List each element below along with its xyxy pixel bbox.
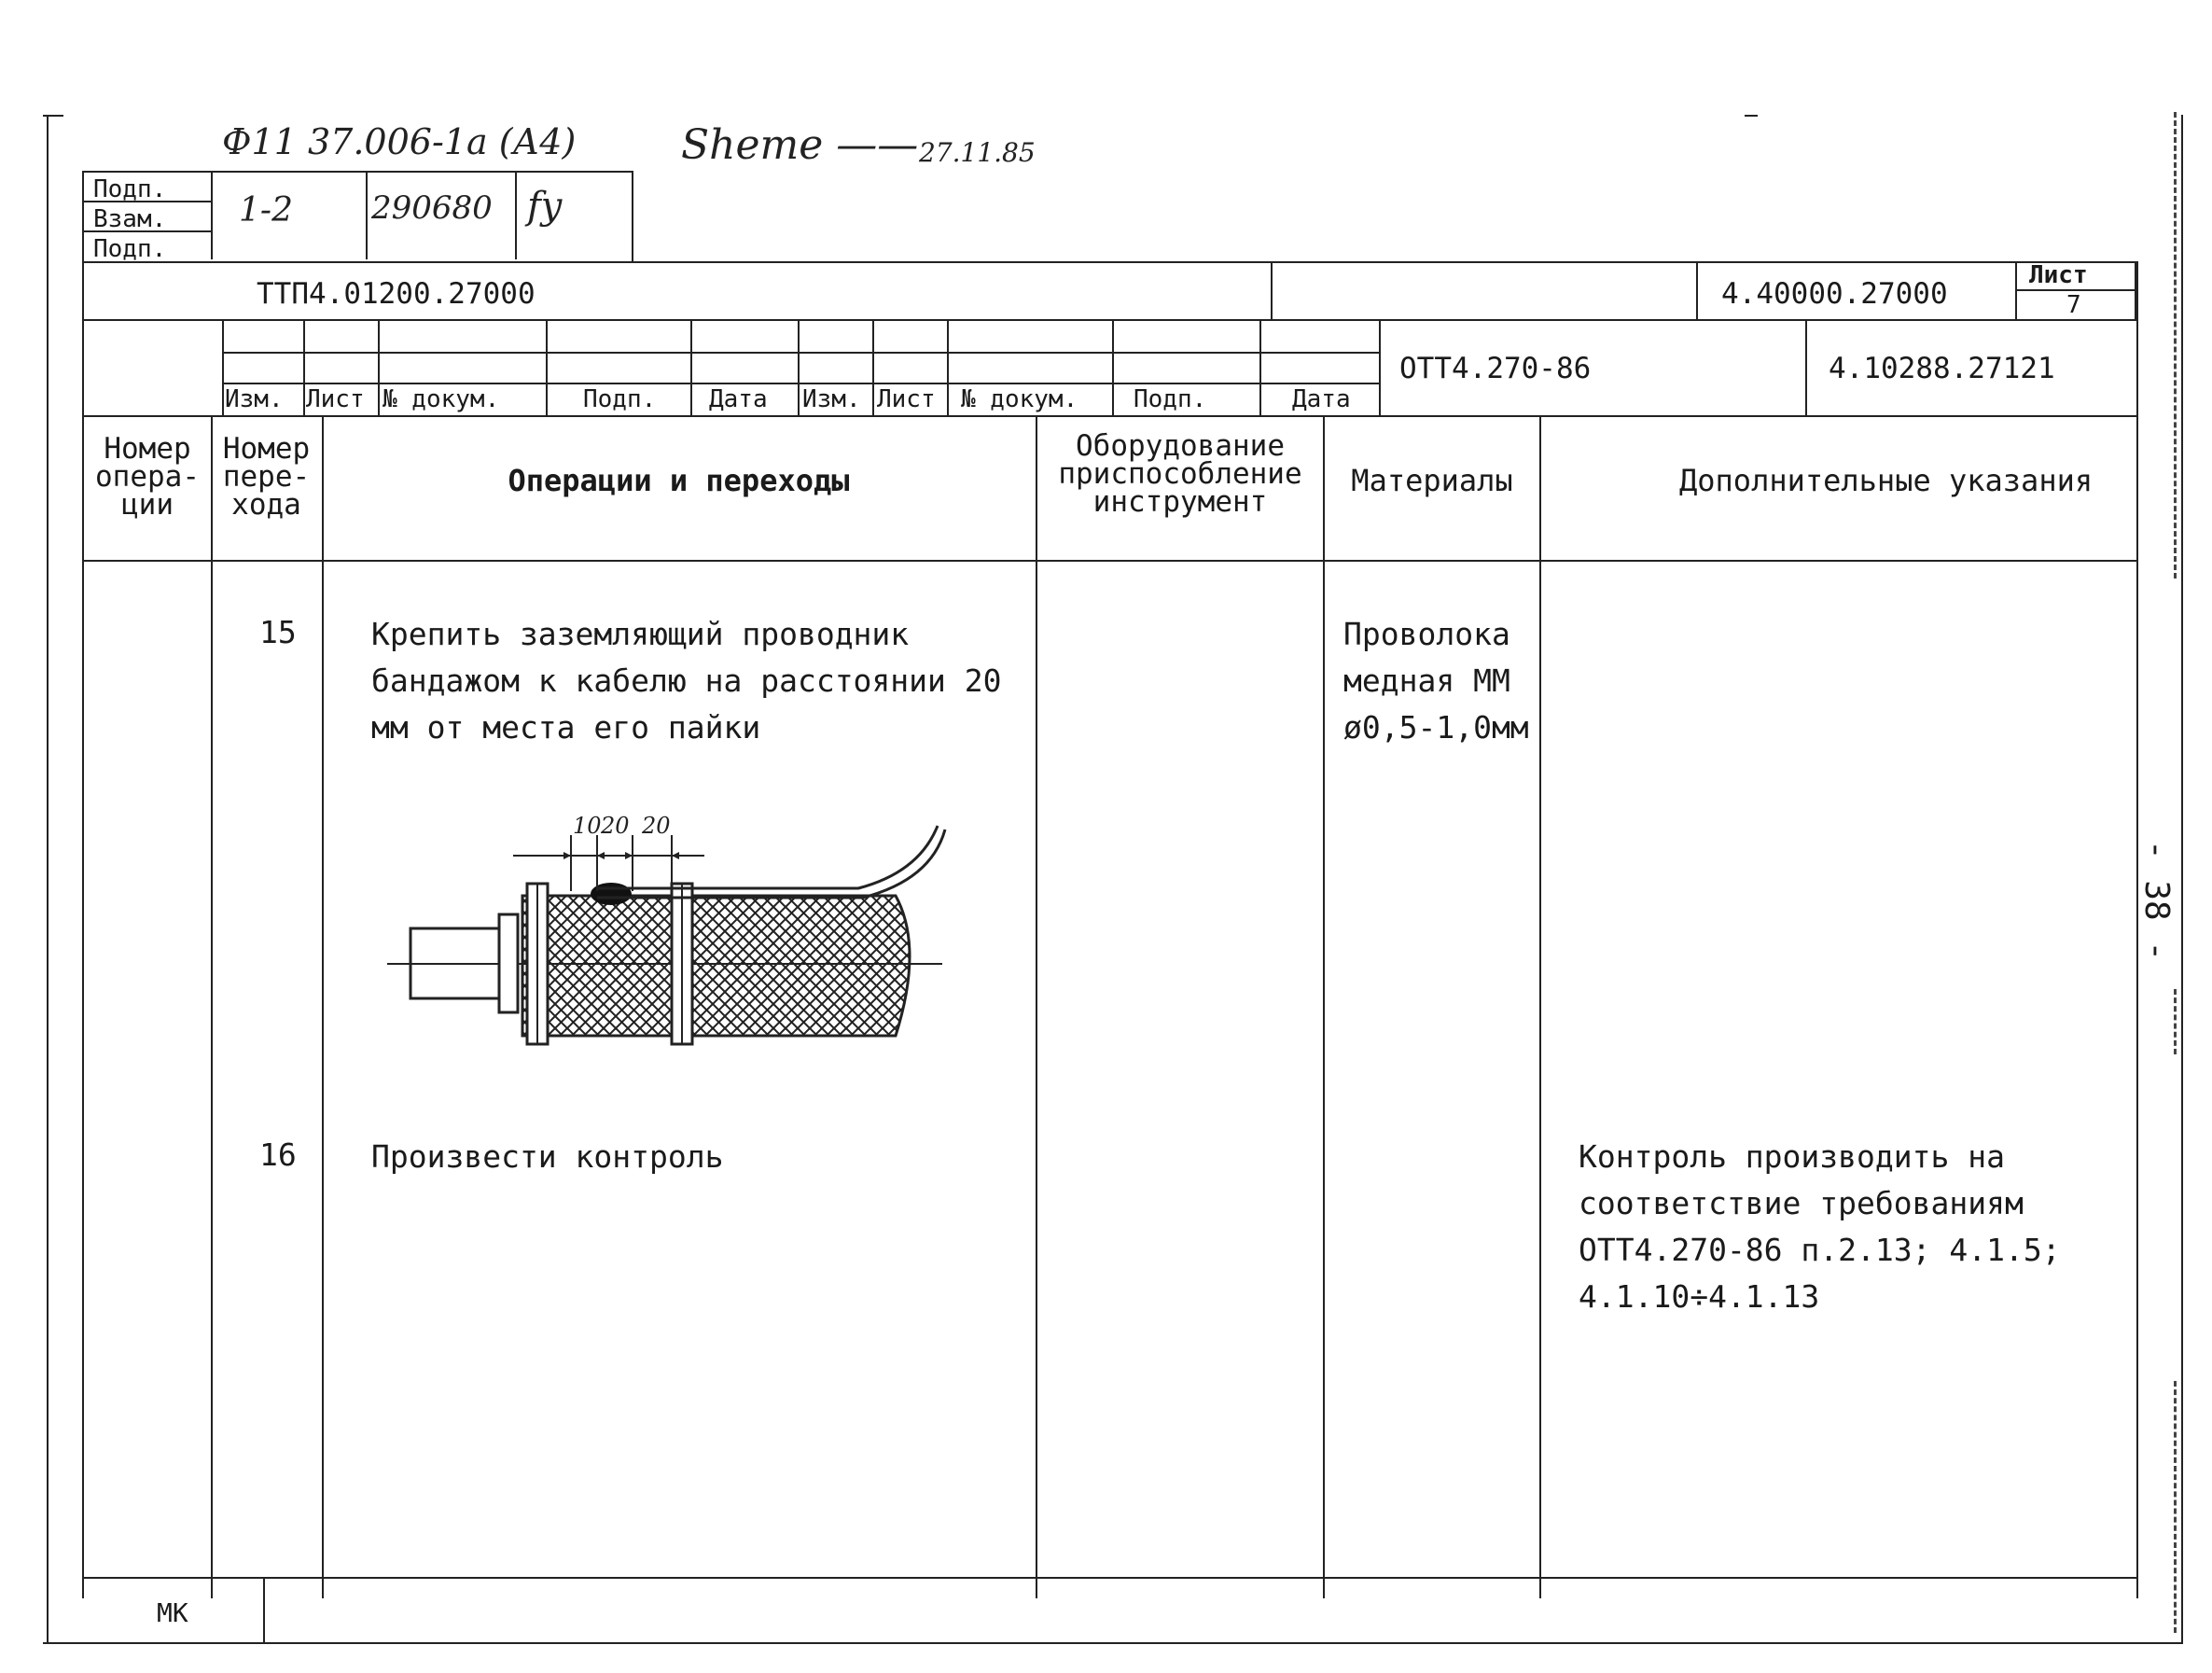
chg-h-8: № докум.	[961, 385, 1078, 413]
doc-number: 4.40000.27000	[1721, 277, 1948, 311]
step-15: 15	[259, 614, 297, 650]
chg-h-7: Лист	[877, 385, 936, 413]
col-equipment: Оборудование приспособление инструмент	[1058, 429, 1302, 519]
chg-h-3: № докум.	[383, 385, 500, 413]
col-op-number: Номер опера-ции	[95, 432, 200, 522]
approval-cell-1: 1-2	[239, 191, 293, 230]
col-materials: Материалы	[1351, 463, 1513, 498]
cable-bandage-figure	[373, 798, 952, 1050]
approval-label-3: Подп.	[93, 235, 167, 263]
doc-code: ТТП4.01200.27000	[257, 277, 536, 311]
dim-2: 20	[601, 813, 630, 839]
drawing-number: 4.10288.27121	[1829, 352, 2055, 385]
row-16-note: Контроль производить на соответствие требованиям ОТТ4.270-86 п.2.13; 4.1.5; 4.1.10÷4.1.13	[1579, 1138, 2061, 1315]
standard-code: ОТТ4.270-86	[1399, 352, 1592, 385]
col-operations: Операции и переходы	[508, 463, 850, 498]
chg-h-9: Подп.	[1134, 385, 1207, 413]
approval-label-2: Взам.	[93, 205, 167, 233]
signature-date: 27.11.85	[919, 137, 1036, 168]
row-16-text: Произвести контроль	[371, 1138, 724, 1175]
col-step-number: Номер пере-хода	[222, 432, 311, 522]
col-notes: Дополнительные указания	[1679, 463, 2094, 498]
row-15-text: Крепить заземляющий проводник бандажом к кабелю на расстоянии 20 мм от места его пайки	[371, 616, 1002, 746]
approval-cell-2: 290680	[371, 189, 493, 227]
chg-h-6: Изм.	[802, 385, 861, 413]
sheet-number: 7	[2066, 291, 2081, 319]
step-16: 16	[259, 1136, 297, 1173]
page-frame	[47, 115, 2183, 1643]
dim-1: 10	[573, 813, 602, 839]
chg-h-4: Подп.	[583, 385, 657, 413]
chg-h-2: Лист	[306, 385, 365, 413]
footer-label: МК	[157, 1597, 188, 1628]
chg-h-1: Изм.	[225, 385, 284, 413]
sheet-label: Лист	[2029, 261, 2088, 289]
dim-3: 20	[642, 813, 671, 839]
row-15-material: Проволока медная ММ ø0,5-1,0мм	[1343, 616, 1529, 746]
chg-h-5: Дата	[709, 385, 768, 413]
margin-page-number: - 38 -	[2137, 840, 2176, 962]
chg-h-10: Дата	[1292, 385, 1351, 413]
form-code: Ф11 37.006-1а (А4)	[222, 121, 577, 162]
approval-stamp: fy	[527, 185, 563, 228]
signature: Sheme ——	[681, 121, 919, 169]
approval-label-1: Подп.	[93, 175, 167, 203]
